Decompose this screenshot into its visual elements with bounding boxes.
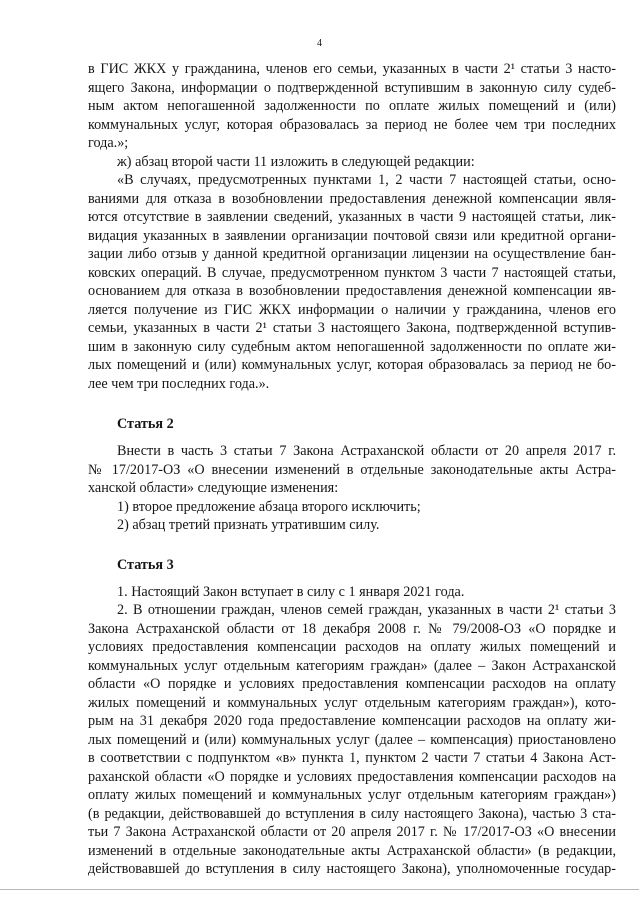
body-line: оплату жилых помещений и коммунальных услуг отдельным категориям граждан») [88, 787, 616, 803]
body-line: жилых помещений и коммунальных услуг отдельным категориям граждан»), кото- [88, 695, 616, 711]
body-line: изменений в отдельные законодательные акты Астраханской области» (в редакции, [88, 843, 616, 859]
body-line: Закона Астраханской области от 18 декабря 2008 г. № 79/2008-ОЗ «О порядке и [88, 621, 616, 637]
body-line: тьи 7 Закона Астраханской области от 20 апреля 2017 г. № 17/2017-ОЗ «О внесении [88, 824, 616, 840]
page-number: 4 [317, 38, 322, 49]
body-line: коммунальных услуг отдельным категориям граждан» (далее – Закон Астраханской [88, 658, 616, 674]
body-line: «В случаях, предусмотренных пунктами 1, 2 части 7 настоящей статьи, осно- [117, 172, 616, 188]
body-line: рым на 31 декабря 2020 года предоставление компенсации расходов на оплату жи- [88, 713, 616, 729]
body-line: лых помещений и (или) коммунальных услуг (далее – компенсация) приостановлено [88, 732, 616, 748]
body-line: ляется получение из ГИС ЖКХ информации о наличии у гражданина, членов его [88, 302, 616, 318]
body-line: раханской области «О порядке и условиях предоставления компенсации расходов на [88, 769, 616, 785]
scan-edge-divider [0, 889, 639, 890]
body-line: шим в законную силу судебным актом непогашенной задолженности по оплате жи- [88, 339, 616, 355]
body-line: 1. Настоящий Закон вступает в силу с 1 января 2021 года. [117, 584, 465, 600]
body-line: 2) абзац третий признать утратившим силу. [117, 517, 380, 533]
body-line: ваниями для отказа в возобновлении предоставления денежной компенсации явля- [88, 191, 616, 207]
body-line: ются отсутствие в заявлении сведений, указанных в части 9 настоящей статьи, лик- [88, 209, 616, 225]
body-line: лее чем три последних года.». [88, 376, 270, 392]
body-line: Внести в часть 3 статьи 7 Закона Астраханской области от 20 апреля 2017 г. [117, 443, 616, 459]
body-line: семьи, указанных в части 2¹ статьи 3 настоящего Закона, подтвержденной вступив- [88, 320, 616, 336]
body-line: ковских операций. В случае, предусмотренном пунктом 3 части 7 настоящей статьи, [88, 265, 616, 281]
body-line: года.»; [88, 135, 129, 151]
body-line: (в редакции, действовавшей до вступления в силу настоящего Закона), частью 3 ста- [88, 806, 616, 822]
body-line: 1) второе предложение абзаца второго исключить; [117, 499, 421, 515]
body-line: № 17/2017-ОЗ «О внесении изменений в отдельные законодательные акты Астра- [88, 462, 616, 478]
article-heading: Статья 3 [117, 557, 174, 573]
body-line: зации либо отзыв у данной кредитной организации лицензии на осуществление бан- [88, 246, 616, 262]
body-line: основанием для отказа в возобновлении предоставления денежной компенсации яв- [88, 283, 616, 299]
body-line: 2. В отношении граждан, членов семей граждан, указанных в части 2¹ статьи 3 [117, 602, 616, 618]
body-line: ящего Закона, информации о подтвержденной вступившим в законную силу судеб- [88, 80, 616, 96]
body-line: действовавшей до вступления в силу настоящего Закона), уполномоченные государ- [88, 861, 616, 877]
body-line: ным актом непогашенной задолженности по оплате жилых помещений и (или) [88, 98, 616, 114]
body-line: лых помещений и (или) коммунальных услуг, которая образовалась за период не бо- [88, 357, 616, 373]
body-line: коммунальных услуг, которая образовалась за период не более чем три последних [88, 117, 616, 133]
body-line: условиях предоставления компенсации расходов на оплату жилых помещений и [88, 639, 616, 655]
body-line: ханской области» следующие изменения: [88, 480, 339, 496]
body-line: в соответствии с подпунктом «в» пункта 1, пунктом 2 части 7 статьи 4 Закона Аст- [88, 750, 616, 766]
body-line: области «О порядке и условиях предоставления компенсации расходов на оплату [88, 676, 616, 692]
body-line: в ГИС ЖКХ у гражданина, членов его семьи, указанных в части 2¹ статьи 3 насто- [88, 61, 616, 77]
body-line: ж) абзац второй части 11 изложить в следующей редакции: [117, 154, 475, 170]
body-line: видация указанных в заявлении организации почтовой связи или кредитной органи- [88, 228, 616, 244]
article-heading: Статья 2 [117, 416, 174, 432]
